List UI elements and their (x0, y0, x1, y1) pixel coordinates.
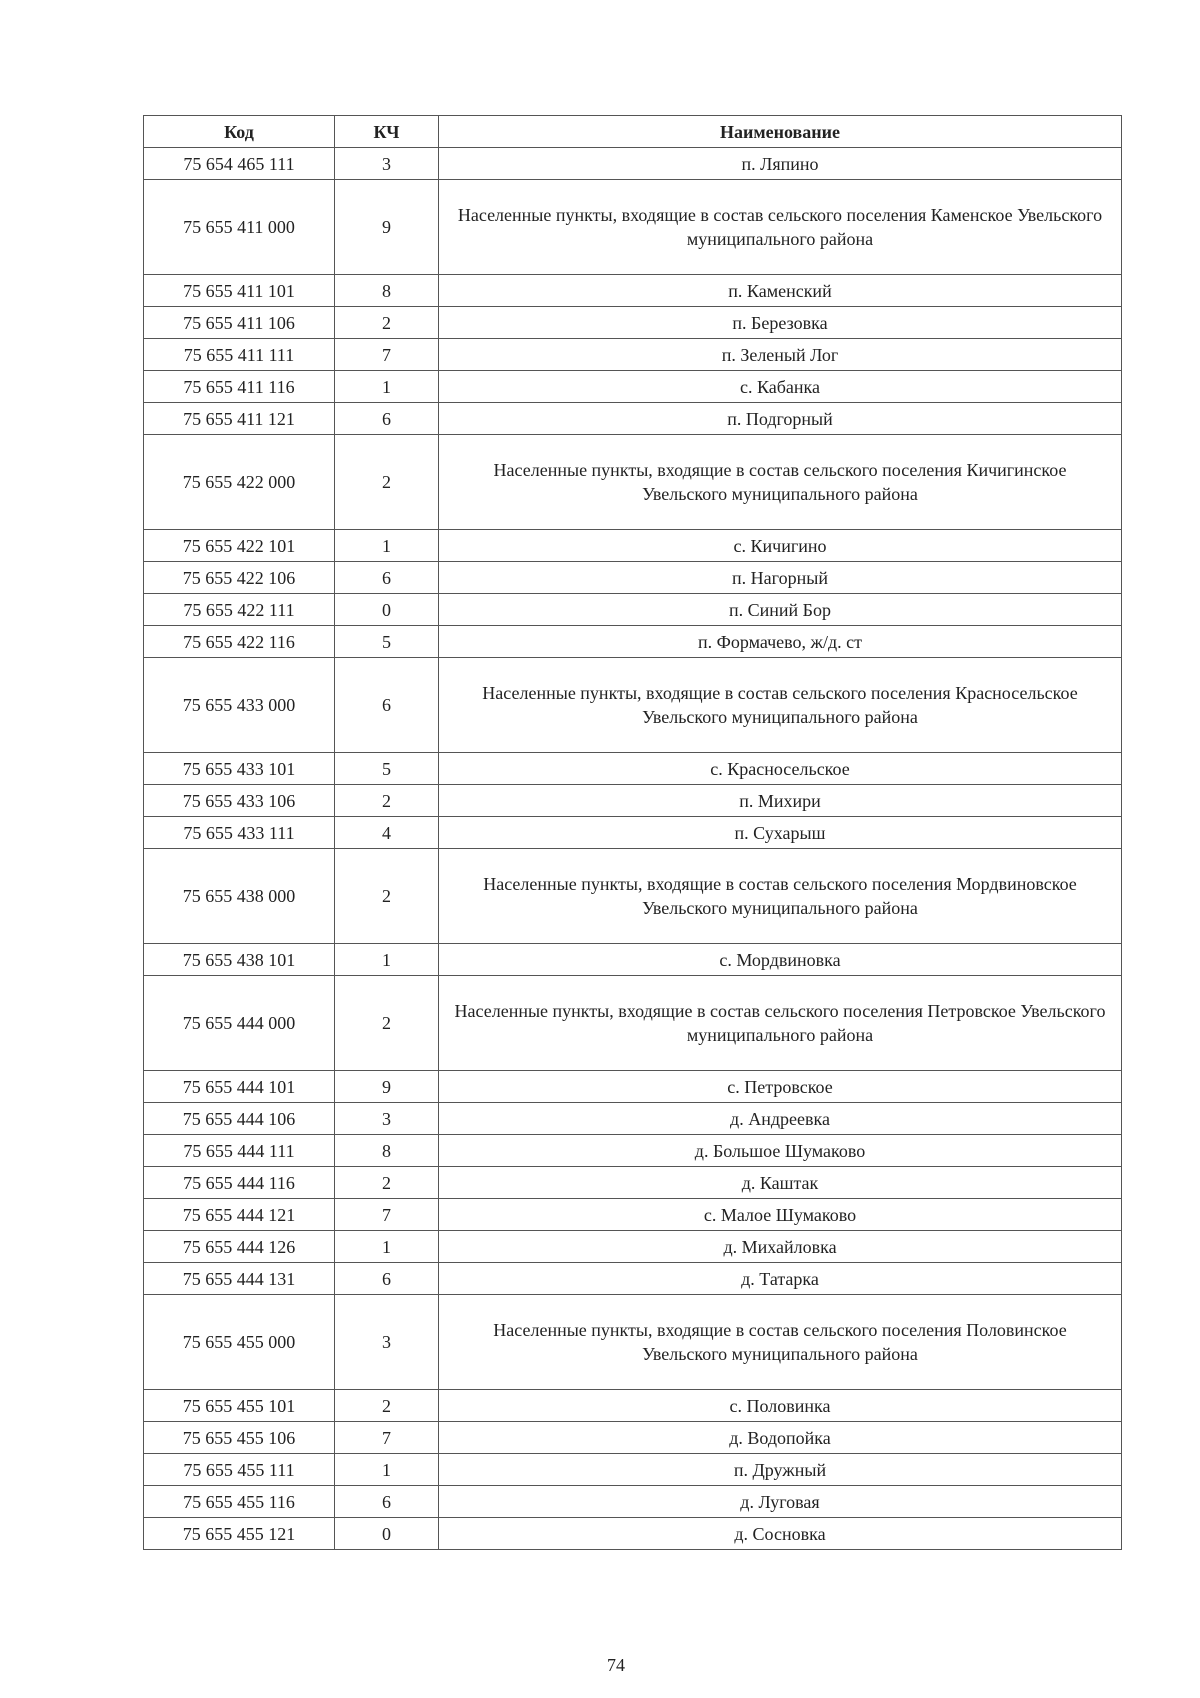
cell-kch: 1 (335, 1454, 439, 1486)
cell-name: с. Кабанка (439, 371, 1122, 403)
cell-name: п. Сухарыш (439, 817, 1122, 849)
table-row (144, 1167, 1122, 1199)
cell-name: с. Половинка (439, 1390, 1122, 1422)
table-row (144, 562, 1122, 594)
table-row-group (144, 1295, 1122, 1390)
table-row-group (144, 435, 1122, 530)
cell-name: д. Большое Шумаково (439, 1135, 1122, 1167)
cell-name: п. Дружный (439, 1454, 1122, 1486)
cell-name: с. Малое Шумаково (439, 1199, 1122, 1231)
cell-kch: 5 (335, 626, 439, 658)
cell-name: с. Кичигино (439, 530, 1122, 562)
table-row (144, 403, 1122, 435)
table-row (144, 1422, 1122, 1454)
cell-code: 75 655 433 111 (144, 817, 335, 849)
cell-name: Населенные пункты, входящие в состав сельского поселения Красносельское Увельского муниципального района (439, 658, 1122, 753)
cell-name: д. Каштак (439, 1167, 1122, 1199)
cell-code: 75 655 422 111 (144, 594, 335, 626)
cell-code: 75 655 444 126 (144, 1231, 335, 1263)
table-row (144, 275, 1122, 307)
table-row (144, 530, 1122, 562)
table-row (144, 1263, 1122, 1295)
cell-kch: 3 (335, 1103, 439, 1135)
cell-kch: 0 (335, 1518, 439, 1550)
header-name: Наименование (439, 116, 1122, 148)
table-row-group (144, 180, 1122, 275)
cell-code: 75 655 444 101 (144, 1071, 335, 1103)
cell-kch: 3 (335, 1295, 439, 1390)
table-row-group (144, 849, 1122, 944)
cell-kch: 8 (335, 1135, 439, 1167)
cell-kch: 2 (335, 785, 439, 817)
cell-name: д. Татарка (439, 1263, 1122, 1295)
cell-name: Населенные пункты, входящие в состав сельского поселения Каменское Увельского муниципального района (439, 180, 1122, 275)
table-row (144, 1454, 1122, 1486)
cell-code: 75 655 433 000 (144, 658, 335, 753)
cell-code: 75 655 444 116 (144, 1167, 335, 1199)
cell-name: п. Ляпино (439, 148, 1122, 180)
table-row (144, 753, 1122, 785)
cell-kch: 7 (335, 1422, 439, 1454)
cell-kch: 2 (335, 1167, 439, 1199)
cell-code: 75 655 422 101 (144, 530, 335, 562)
cell-kch: 6 (335, 1486, 439, 1518)
cell-kch: 1 (335, 530, 439, 562)
cell-code: 75 655 455 121 (144, 1518, 335, 1550)
cell-name: с. Петровское (439, 1071, 1122, 1103)
cell-name: п. Зеленый Лог (439, 339, 1122, 371)
cell-name: д. Михайловка (439, 1231, 1122, 1263)
cell-name: с. Мордвиновка (439, 944, 1122, 976)
cell-code: 75 655 411 106 (144, 307, 335, 339)
cell-code: 75 655 411 000 (144, 180, 335, 275)
cell-kch: 2 (335, 976, 439, 1071)
cell-kch: 2 (335, 1390, 439, 1422)
cell-name: п. Михири (439, 785, 1122, 817)
cell-name: Населенные пункты, входящие в состав сельского поселения Мордвиновское Увельского муниципального района (439, 849, 1122, 944)
table-row (144, 817, 1122, 849)
cell-code: 75 655 411 116 (144, 371, 335, 403)
cell-code: 75 655 444 106 (144, 1103, 335, 1135)
cell-code: 75 655 422 116 (144, 626, 335, 658)
table-row (144, 307, 1122, 339)
table-row (144, 1486, 1122, 1518)
cell-code: 75 655 422 000 (144, 435, 335, 530)
cell-kch: 3 (335, 148, 439, 180)
cell-name: д. Водопойка (439, 1422, 1122, 1454)
table-row (144, 1199, 1122, 1231)
table-row (144, 371, 1122, 403)
cell-kch: 6 (335, 403, 439, 435)
cell-kch: 6 (335, 1263, 439, 1295)
cell-code: 75 655 411 111 (144, 339, 335, 371)
table-row-group (144, 658, 1122, 753)
cell-kch: 2 (335, 307, 439, 339)
page-number: 74 (607, 1655, 625, 1675)
cell-kch: 0 (335, 594, 439, 626)
cell-kch: 1 (335, 371, 439, 403)
table-row (144, 148, 1122, 180)
table-row (144, 1135, 1122, 1167)
cell-code: 75 655 455 111 (144, 1454, 335, 1486)
cell-kch: 2 (335, 849, 439, 944)
cell-kch: 4 (335, 817, 439, 849)
table-row (144, 944, 1122, 976)
table-row (144, 1071, 1122, 1103)
cell-code: 75 654 465 111 (144, 148, 335, 180)
table-row (144, 1231, 1122, 1263)
cell-kch: 9 (335, 1071, 439, 1103)
cell-code: 75 655 455 106 (144, 1422, 335, 1454)
cell-name: Населенные пункты, входящие в состав сельского поселения Половинское Увельского муниципального района (439, 1295, 1122, 1390)
cell-kch: 7 (335, 1199, 439, 1231)
cell-name: д. Сосновка (439, 1518, 1122, 1550)
cell-name: Населенные пункты, входящие в состав сельского поселения Кичигинское Увельского муниципального района (439, 435, 1122, 530)
cell-name: п. Березовка (439, 307, 1122, 339)
cell-code: 75 655 444 000 (144, 976, 335, 1071)
table-row (144, 339, 1122, 371)
cell-code: 75 655 455 000 (144, 1295, 335, 1390)
cell-code: 75 655 444 131 (144, 1263, 335, 1295)
cell-name: п. Каменский (439, 275, 1122, 307)
header-code: Код (144, 116, 335, 148)
cell-name: д. Луговая (439, 1486, 1122, 1518)
header-kch: КЧ (335, 116, 439, 148)
cell-code: 75 655 411 101 (144, 275, 335, 307)
cell-name: с. Красносельское (439, 753, 1122, 785)
table-row-group (144, 976, 1122, 1071)
cell-kch: 8 (335, 275, 439, 307)
cell-code: 75 655 411 121 (144, 403, 335, 435)
cell-name: п. Подгорный (439, 403, 1122, 435)
settlements-table (143, 115, 1122, 1550)
cell-name: Населенные пункты, входящие в состав сельского поселения Петровское Увельского муниципального района (439, 976, 1122, 1071)
cell-kch: 7 (335, 339, 439, 371)
cell-name: п. Нагорный (439, 562, 1122, 594)
cell-code: 75 655 444 111 (144, 1135, 335, 1167)
cell-kch: 9 (335, 180, 439, 275)
table-row (144, 1103, 1122, 1135)
table-row (144, 1390, 1122, 1422)
cell-kch: 2 (335, 435, 439, 530)
table-row (144, 1518, 1122, 1550)
table-header-row (144, 116, 1122, 148)
table-body (144, 148, 1122, 1550)
table-row (144, 594, 1122, 626)
cell-name: п. Формачево, ж/д. ст (439, 626, 1122, 658)
cell-name: д. Андреевка (439, 1103, 1122, 1135)
cell-code: 75 655 433 101 (144, 753, 335, 785)
cell-kch: 5 (335, 753, 439, 785)
cell-code: 75 655 422 106 (144, 562, 335, 594)
cell-code: 75 655 455 101 (144, 1390, 335, 1422)
cell-code: 75 655 438 000 (144, 849, 335, 944)
cell-kch: 1 (335, 1231, 439, 1263)
cell-kch: 6 (335, 562, 439, 594)
cell-code: 75 655 455 116 (144, 1486, 335, 1518)
cell-kch: 6 (335, 658, 439, 753)
cell-name: п. Синий Бор (439, 594, 1122, 626)
table-row (144, 626, 1122, 658)
cell-code: 75 655 444 121 (144, 1199, 335, 1231)
cell-kch: 1 (335, 944, 439, 976)
cell-code: 75 655 433 106 (144, 785, 335, 817)
cell-code: 75 655 438 101 (144, 944, 335, 976)
table-row (144, 785, 1122, 817)
